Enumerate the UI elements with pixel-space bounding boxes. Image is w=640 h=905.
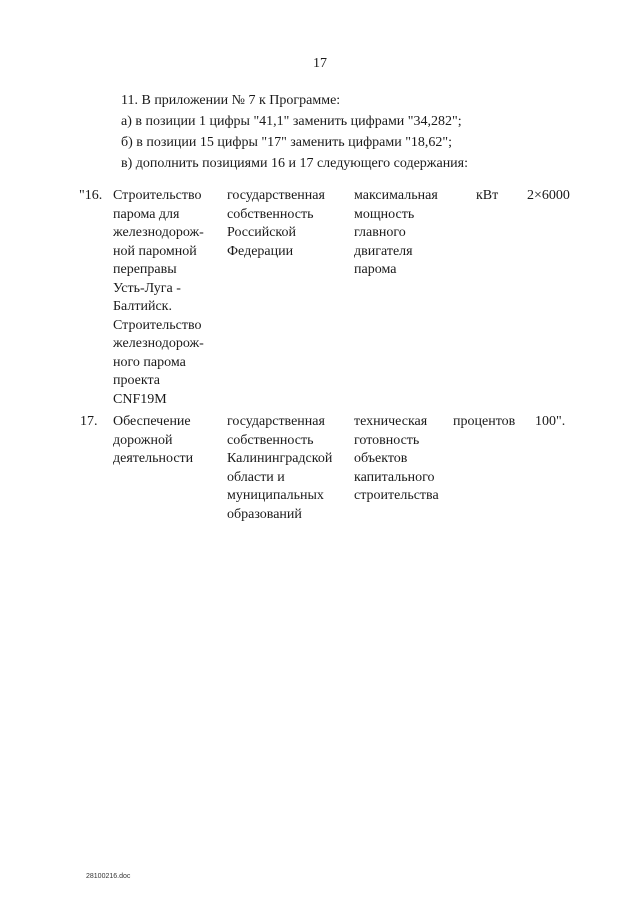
cell-line: Балтийск. [113,299,172,314]
cell-line: деятельности [113,451,194,466]
page-number: 17 [313,56,327,71]
row-number: 17. [80,414,98,429]
cell-line: готовность [354,432,420,448]
indicator-cell [354,413,454,506]
cell-line: максимальная [354,188,438,203]
cell-line: капитального [354,469,435,485]
cell-line: области и [227,469,285,485]
cell-line: ного парома [113,354,186,370]
paragraph-subitem-a: а) в позиции 1 цифры "41,1" заменить цифрами "34,282"; [121,114,462,129]
cell-line: государственная [227,414,325,429]
cell-line: Строительство [113,188,202,203]
cell-line: Усть-Луга - [113,280,181,296]
ownership-cell [227,187,347,261]
object-name-cell [113,187,223,409]
cell-line: железнодорож- [113,225,204,240]
cell-line: главного [354,225,406,240]
cell-line: собственность [227,206,314,222]
cell-line: строительства [354,488,439,503]
value-cell: 2×6000 [527,188,570,203]
cell-line: Строительство [113,317,202,333]
cell-line: дорожной [113,432,173,448]
cell-line: Обеспечение [113,414,191,429]
cell-line: Федерации [227,243,294,259]
unit-cell: кВт [476,188,499,203]
indicator-cell [354,187,454,280]
footer-filename: 28100216.doc [86,873,131,880]
cell-line: парома [354,262,397,277]
unit-cell: процентов [453,414,516,429]
cell-line: CNF19M [113,391,167,407]
object-name-cell [113,413,223,469]
cell-line: собственность [227,432,314,448]
cell-line: мощность [354,206,415,222]
cell-line: государственная [227,188,325,203]
cell-line: переправы [113,262,177,277]
cell-line: образований [227,506,302,522]
cell-line: железнодорож- [113,336,204,351]
cell-line: муниципальных [227,488,324,503]
paragraph-subitem-v: в) дополнить позициями 16 и 17 следующего содержания: [121,156,469,171]
cell-line: парома для [113,206,180,222]
paragraph-item-11: 11. В приложении № 7 к Программе: [121,93,341,108]
cell-line: техническая [354,414,428,429]
row-number: "16. [79,188,103,203]
value-cell: 100". [535,414,566,429]
paragraph-subitem-b: б) в позиции 15 цифры "17" заменить цифрами "18,62"; [121,135,453,150]
cell-line: Российской [227,225,296,240]
cell-line: ной паромной [113,243,197,259]
ownership-cell [227,413,347,524]
cell-line: объектов [354,451,408,466]
cell-line: двигателя [354,243,413,259]
cell-line: проекта [113,373,160,388]
cell-line: Калининградской [227,451,333,466]
